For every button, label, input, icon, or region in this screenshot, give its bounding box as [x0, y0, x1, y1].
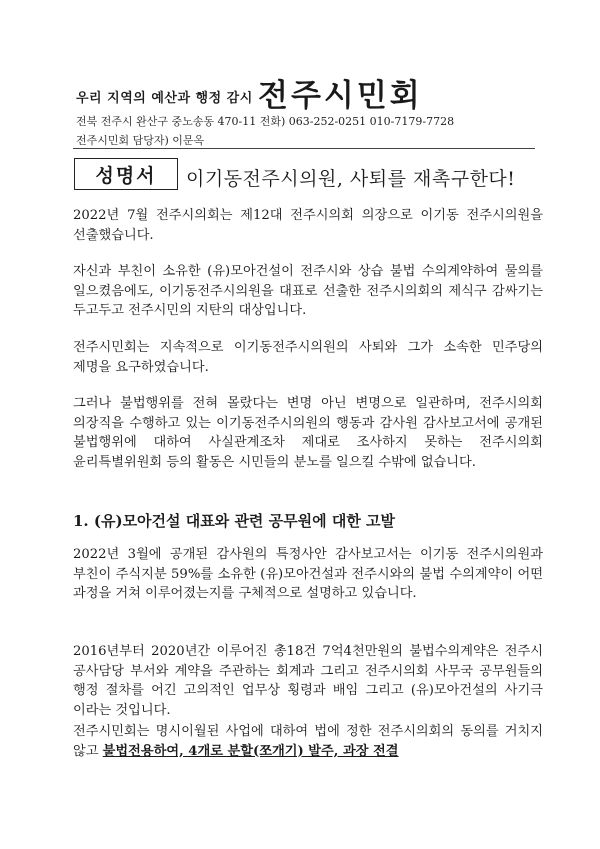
manager-line: 전주시민회 담당자) 이문옥 [76, 134, 205, 147]
org-tagline: 우리 지역의 예산과 행정 감시 [76, 91, 253, 106]
body-paragraph-3: 전주시민회는 지속적으로 이기동전주시의원의 사퇴와 그가 소속한 민주당의 제명을 요구하였습니다. [73, 340, 543, 375]
body-paragraph-7 [73, 722, 543, 761]
statement-label: 성명서 [95, 164, 157, 187]
section-heading-1: 1. (유)모아건설 대표와 관련 공무원에 대한 고발 [73, 512, 396, 530]
body-paragraph-2: 자신과 부친이 소유한 (유)모아건설이 전주시와 상습 불법 수의계약하여 물의를 일으켰음에도, 이기동전주시의원을 대표로 선출한 전주시의회의 제식구 감싸기는 두고두고 전주시민의 지탄의 대상입니다. [73, 264, 543, 318]
body-paragraph-4: 그러나 불법행위를 전혀 몰랐다는 변명 아닌 변명으로 일관하며, 전주시의회 의장직을 수행하고 있는 이기동전주시의원의 행동과 감사원 감사보고서에 공개된 불법행위에 대하여 사실관계조차 제대로 조사하지 못하는 전주시의회 윤리특별위원회 등의 활동은 시민들의 분노를 일으킬 수밖에 없습니다. [73, 396, 543, 470]
contact-line: 전북 전주시 완산구 중노송동 470-11 전화) 063-252-0251 010-7179-7728 [76, 115, 455, 128]
statement-label-box [74, 158, 178, 190]
paragraph-7-emphasis: 불법전용하여, 4개로 분할(쪼개기) 발주, 과장 전결 [102, 743, 399, 759]
body-paragraph-6: 2016년부터 2020년간 이루어진 총18건 7억4천만원의 불법수의계약은 전주시 공사담당 부서와 계약을 주관하는 회계과 그리고 전주시의회 사무국 공무원들의 행정 절차를 어긴 고의적인 업무상 횡령과 배임 그리고 (유)모아건설의 사기극 이라는 것입니다. [73, 644, 543, 718]
body-paragraph-5: 2022년 3월에 공개된 감사원의 특정사안 감사보고서는 이기동 전주시의원과 부친이 주식지분 59%를 소유한 (유)모아건설과 전주시와의 불법 수의계약이 어떤 과정을 거쳐 이루어졌는지를 구체적으로 설명하고 있습니다. [73, 547, 543, 601]
org-name: 전주시민회 [258, 78, 423, 114]
paragraph-7-text: 전주시민회는 명시이월된 사업에 대하여 법에 정한 전주시의회의 동의를 거치지 않고 [73, 724, 543, 759]
header-divider [73, 148, 535, 149]
body-paragraph-1: 2022년 7월 전주시의회는 제12대 전주시의회 의장으로 이기동 전주시의원을 선출했습니다. [73, 208, 543, 243]
statement-headline: 이기동전주시의원, 사퇴를 재촉구한다! [186, 168, 516, 190]
